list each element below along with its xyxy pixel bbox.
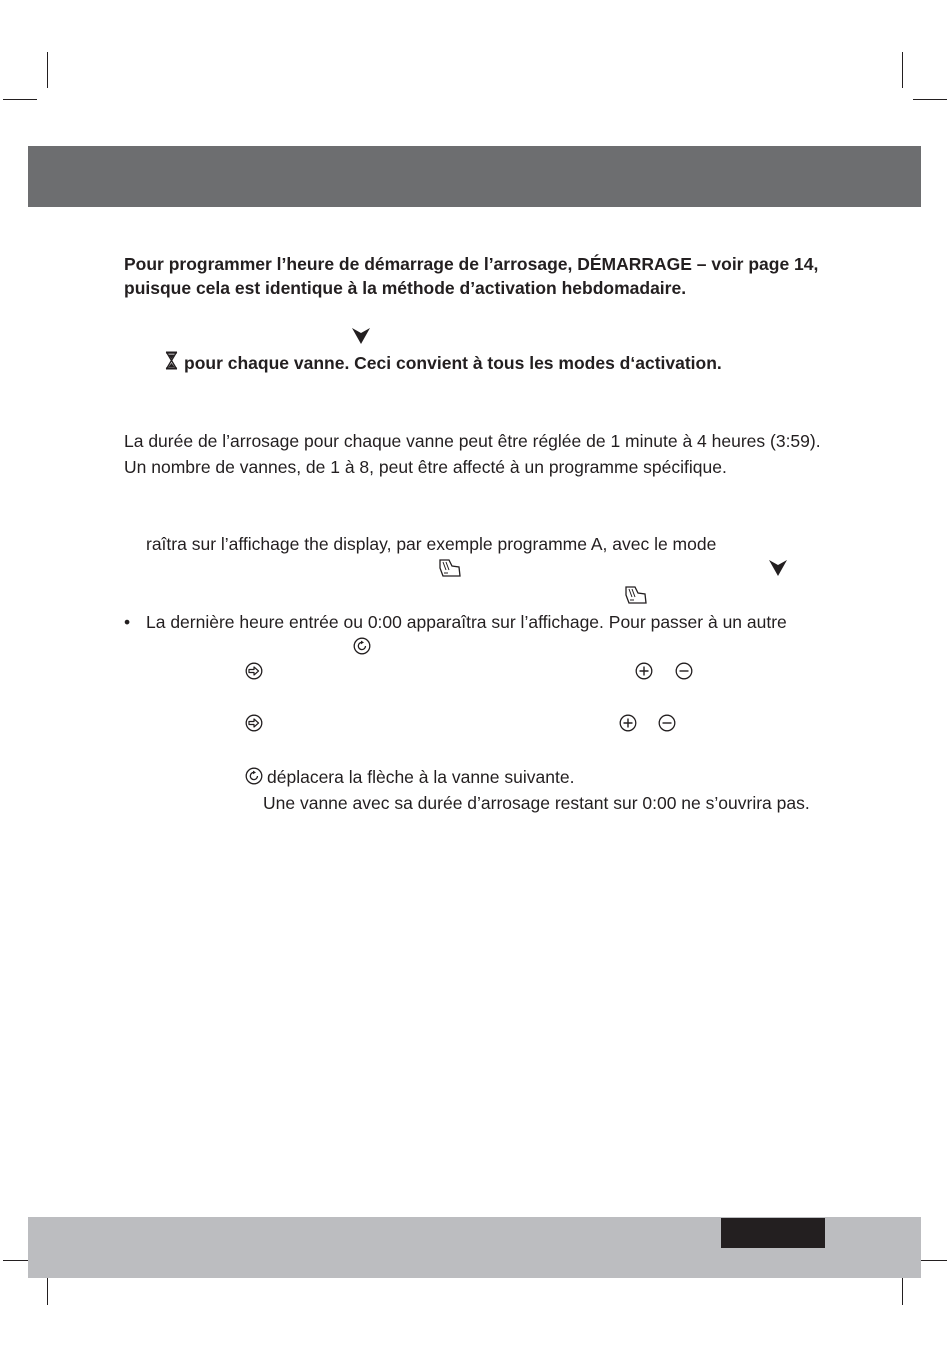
minus-button-icon — [675, 662, 693, 680]
hourglass-icon — [164, 351, 179, 370]
display-description: raîtra sur l’affichage the display, par exemple programme A, avec le mode — [146, 534, 717, 554]
down-triangle-icon — [768, 559, 788, 577]
bullet-marker: • — [124, 612, 131, 632]
next-arrow-button-icon — [245, 662, 263, 680]
rain-sensor-icon — [438, 558, 462, 578]
bullet-text: La dernière heure entrée ou 0:00 apparaîtra sur l’affichage. Pour passer à un autre — [146, 612, 787, 632]
header-band — [28, 146, 921, 207]
info-line-2: Un nombre de vannes, de 1 à 8, peut être affecté à un programme spécifique. — [124, 457, 727, 477]
rain-sensor-icon — [624, 585, 648, 605]
info-line-1: La durée de l’arrosage pour chaque vanne peut être réglée de 1 minute à 4 heures (3:59). — [124, 431, 821, 451]
page-number-tab — [721, 1218, 825, 1248]
next-valve-text: déplacera la flèche à la vanne suivante. — [267, 767, 575, 787]
crop-mark — [913, 99, 947, 100]
down-triangle-icon — [351, 327, 371, 345]
crop-mark — [902, 52, 903, 88]
crop-mark — [3, 99, 37, 100]
minus-button-icon — [658, 714, 676, 732]
cycle-button-icon — [353, 637, 371, 655]
duration-note: pour chaque vanne. Ceci convient à tous les modes d‘activation. — [184, 353, 722, 373]
cycle-button-icon — [245, 767, 263, 785]
plus-button-icon — [635, 662, 653, 680]
crop-mark — [47, 52, 48, 88]
plus-button-icon — [619, 714, 637, 732]
closed-valve-note: Une vanne avec sa durée d’arrosage restant sur 0:00 ne s’ouvrira pas. — [263, 793, 810, 813]
next-arrow-button-icon — [245, 714, 263, 732]
intro-line-1: Pour programmer l’heure de démarrage de l’arrosage, DÉMARRAGE – voir page 14, — [124, 254, 819, 274]
intro-line-2: puisque cela est identique à la méthode d’activation hebdomadaire. — [124, 278, 687, 298]
